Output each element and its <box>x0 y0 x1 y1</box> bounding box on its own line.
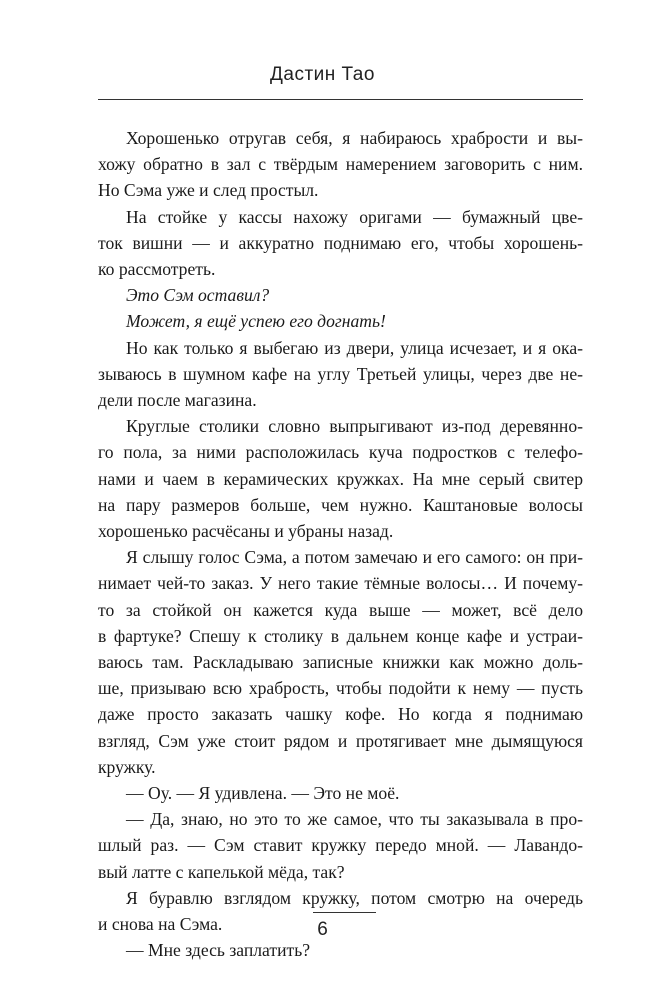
paragraph <box>98 780 583 806</box>
text-line: ше, призываю всю храбрость, чтобы подойти к нему — пусть <box>98 678 583 699</box>
text-line: вый латте с капелькой мёда, так? <box>98 861 345 882</box>
text-line: — Мне здесь заплатить? <box>126 940 311 961</box>
paragraph <box>98 544 583 780</box>
text-line: хожу обратно в зал с твёрдым намерением заговорить с ним. <box>98 154 583 175</box>
text-line: на пару размеров больше, чем нужно. Каштановые волосы <box>98 494 583 515</box>
text-line: в фартуке? Спешу к столику в дальнем конце кафе и устраи- <box>98 625 583 646</box>
text-line: зываюсь в шумном кафе на углу Третьей улицы, через две не- <box>98 363 583 384</box>
text-line: дели после магазина. <box>98 390 257 411</box>
text-line: шлый раз. — Сэм ставит кружку передо мной. — Лавандо- <box>98 835 583 856</box>
text-line: ко рассмотреть. <box>98 259 216 280</box>
running-header-author: Дастин Тао <box>270 64 375 85</box>
text-line: го пола, за ними расположилась куча подростков с телефо- <box>98 442 583 463</box>
text-line: Но как только я выбегаю из двери, улица исчезает, и я ока- <box>126 337 583 358</box>
text-line: Я буравлю взглядом кружку, потом смотрю на очередь <box>126 887 583 908</box>
footer-divider <box>313 912 376 913</box>
text-line: взгляд, Сэм уже стоит рядом и протягивает мне дымящуюся <box>98 730 583 751</box>
paragraph <box>98 308 583 334</box>
paragraph <box>98 282 583 308</box>
text-line: Я слышу голос Сэма, а потом замечаю и его самого: он при- <box>126 547 583 568</box>
paragraph <box>98 413 583 544</box>
text-line: Может, я ещё успею его догнать! <box>126 311 386 332</box>
text-line: Хорошенько отругав себя, я набираюсь храбрости и вы- <box>126 128 583 148</box>
text-line: Это Сэм оставил? <box>126 285 270 306</box>
text-line: кружку. <box>98 756 156 777</box>
paragraph <box>98 125 583 204</box>
text-line: то за стойкой он кажется куда выше — может, всё дело <box>98 599 583 620</box>
page-body-text <box>98 125 583 964</box>
page-number: 6 <box>317 919 328 940</box>
paragraph <box>98 937 583 963</box>
text-line: ток вишни — и аккуратно поднимаю его, чтобы хорошень- <box>98 232 583 253</box>
text-line: даже просто заказать чашку кофе. Но когда я поднимаю <box>98 704 583 725</box>
paragraph <box>98 204 583 283</box>
text-line: Но Сэма уже и след простыл. <box>98 180 319 201</box>
text-line: нимает чей-то заказ. У него такие тёмные волосы… И почему- <box>98 573 583 594</box>
paragraph <box>98 335 583 414</box>
text-line: — Да, знаю, но это то же самое, что ты заказывала в про- <box>126 809 583 830</box>
header-divider <box>98 99 583 100</box>
text-line: На стойке у кассы нахожу оригами — бумажный цве- <box>126 206 583 227</box>
text-line: — Оу. — Я удивлена. — Это не моё. <box>126 783 400 804</box>
text-line: хорошенько расчёсаны и убраны назад. <box>98 521 394 542</box>
text-line: ваюсь там. Раскладываю записные книжки как можно доль- <box>98 652 583 673</box>
text-line: Круглые столики словно выпрыгивают из-под деревянно- <box>126 416 583 437</box>
paragraph <box>98 806 583 885</box>
text-line: и снова на Сэма. <box>98 914 223 935</box>
text-line: нами и чаем в керамических кружках. На мне серый свитер <box>98 468 583 489</box>
